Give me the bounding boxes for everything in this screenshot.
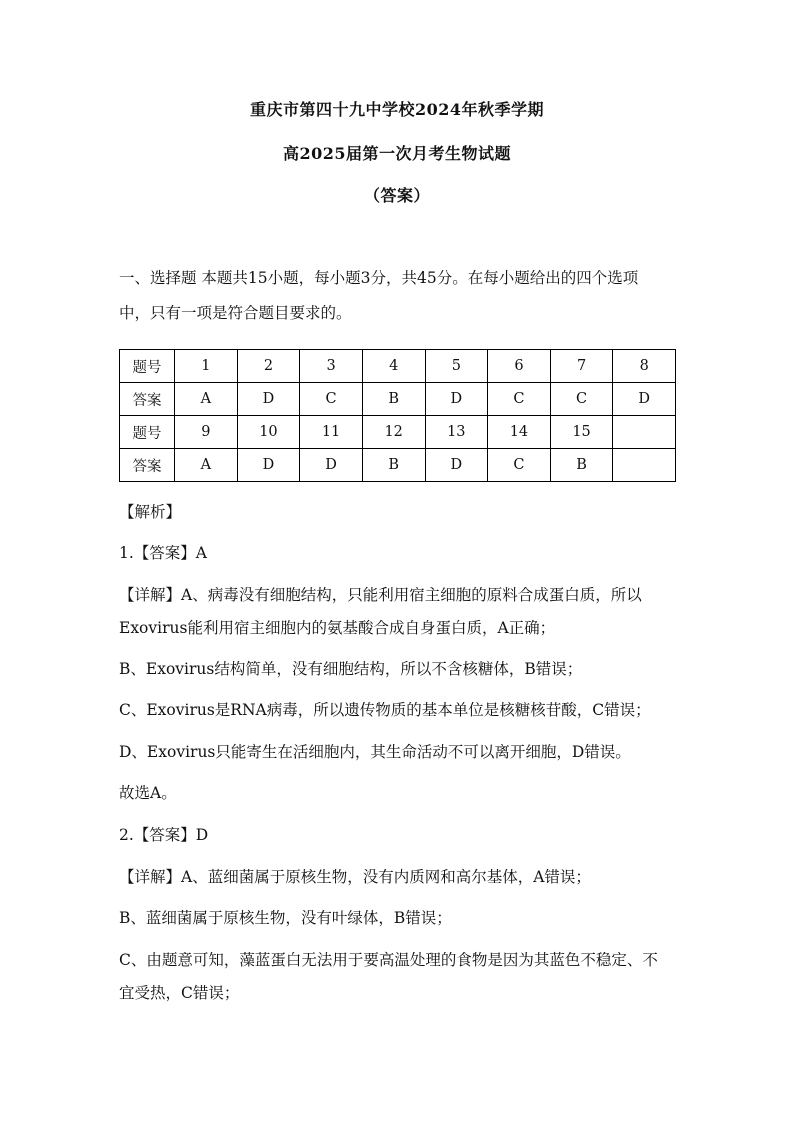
table-cell: D	[237, 449, 300, 482]
q2-option-c-line2: 宜受热，C错误；	[119, 984, 240, 1002]
table-cell: 12	[362, 416, 425, 449]
table-cell: 6	[488, 350, 551, 383]
table-cell: C	[488, 449, 551, 482]
table-cell: C	[300, 383, 363, 416]
answer-table	[119, 349, 676, 482]
table-cell: 9	[175, 416, 238, 449]
exam-title: 高2025届第一次月考生物试题	[282, 144, 512, 163]
table-cell: 3	[300, 350, 363, 383]
table-cell: B	[362, 383, 425, 416]
q2-detail: 【详解】A、蓝细菌属于原核生物，没有内质网和高尔基体，A错误；	[119, 868, 591, 886]
table-row-answers-1	[120, 383, 676, 416]
table-cell: 11	[300, 416, 363, 449]
q2-answer: 2.【答案】D	[119, 826, 209, 844]
table-cell: 5	[425, 350, 488, 383]
table-cell: D	[613, 383, 676, 416]
section-intro-line2: 中，只有一项是符合题目要求的。	[119, 304, 352, 322]
q1-detail-line1: 【详解】A、病毒没有细胞结构，只能利用宿主细胞的原料合成蛋白质，所以	[119, 586, 642, 604]
table-cell: B	[550, 449, 613, 482]
table-cell: A	[175, 383, 238, 416]
section-intro-line1: 一、选择题 本题共15小题，每小题3分，共45分。在每小题给出的四个选项	[119, 269, 639, 287]
q2-option-b: B、蓝细菌属于原核生物，没有叶绿体，B错误；	[119, 909, 452, 927]
q1-option-b: B、Exovirus结构简单，没有细胞结构，所以不含核糖体，B错误；	[119, 660, 583, 678]
table-cell	[613, 416, 676, 449]
table-cell: C	[550, 383, 613, 416]
table-cell: 10	[237, 416, 300, 449]
table-cell: 15	[550, 416, 613, 449]
analysis-heading: 【解析】	[119, 503, 182, 521]
table-cell: D	[425, 383, 488, 416]
table-cell: A	[175, 449, 238, 482]
table-cell: B	[362, 449, 425, 482]
table-cell: D	[425, 449, 488, 482]
row-label-question: 题号	[120, 416, 175, 449]
table-cell: 2	[237, 350, 300, 383]
q1-option-c: C、Exovirus是RNA病毒，所以遗传物质的基本单位是核糖核苷酸，C错误；	[119, 701, 651, 719]
table-cell: C	[488, 383, 551, 416]
table-row-questions-1	[120, 350, 676, 383]
q2-option-c-line1: C、由题意可知，藻蓝蛋白无法用于要高温处理的食物是因为其蓝色不稳定、不	[119, 951, 658, 969]
q1-answer: 1.【答案】A	[119, 544, 207, 562]
row-label-answer: 答案	[120, 383, 175, 416]
table-cell: 8	[613, 350, 676, 383]
table-cell: D	[300, 449, 363, 482]
q1-option-d: D、Exovirus只能寄生在活细胞内，其生命活动不可以离开细胞，D错误。	[119, 743, 631, 761]
table-cell: D	[237, 383, 300, 416]
school-title: 重庆市第四十九中学校2024年秋季学期	[249, 100, 545, 119]
row-label-answer: 答案	[120, 449, 175, 482]
table-cell: 4	[362, 350, 425, 383]
table-cell: 7	[550, 350, 613, 383]
table-cell: 1	[175, 350, 238, 383]
table-cell: 14	[488, 416, 551, 449]
q1-conclusion: 故选A。	[119, 784, 177, 802]
table-row-questions-2	[120, 416, 676, 449]
table-row-answers-2	[120, 449, 676, 482]
table-cell	[613, 449, 676, 482]
answer-tag: （答案）	[363, 186, 430, 205]
q1-detail-line2: Exovirus能利用宿主细胞内的氨基酸合成自身蛋白质，A正确；	[119, 619, 556, 637]
table-cell: 13	[425, 416, 488, 449]
row-label-question: 题号	[120, 350, 175, 383]
